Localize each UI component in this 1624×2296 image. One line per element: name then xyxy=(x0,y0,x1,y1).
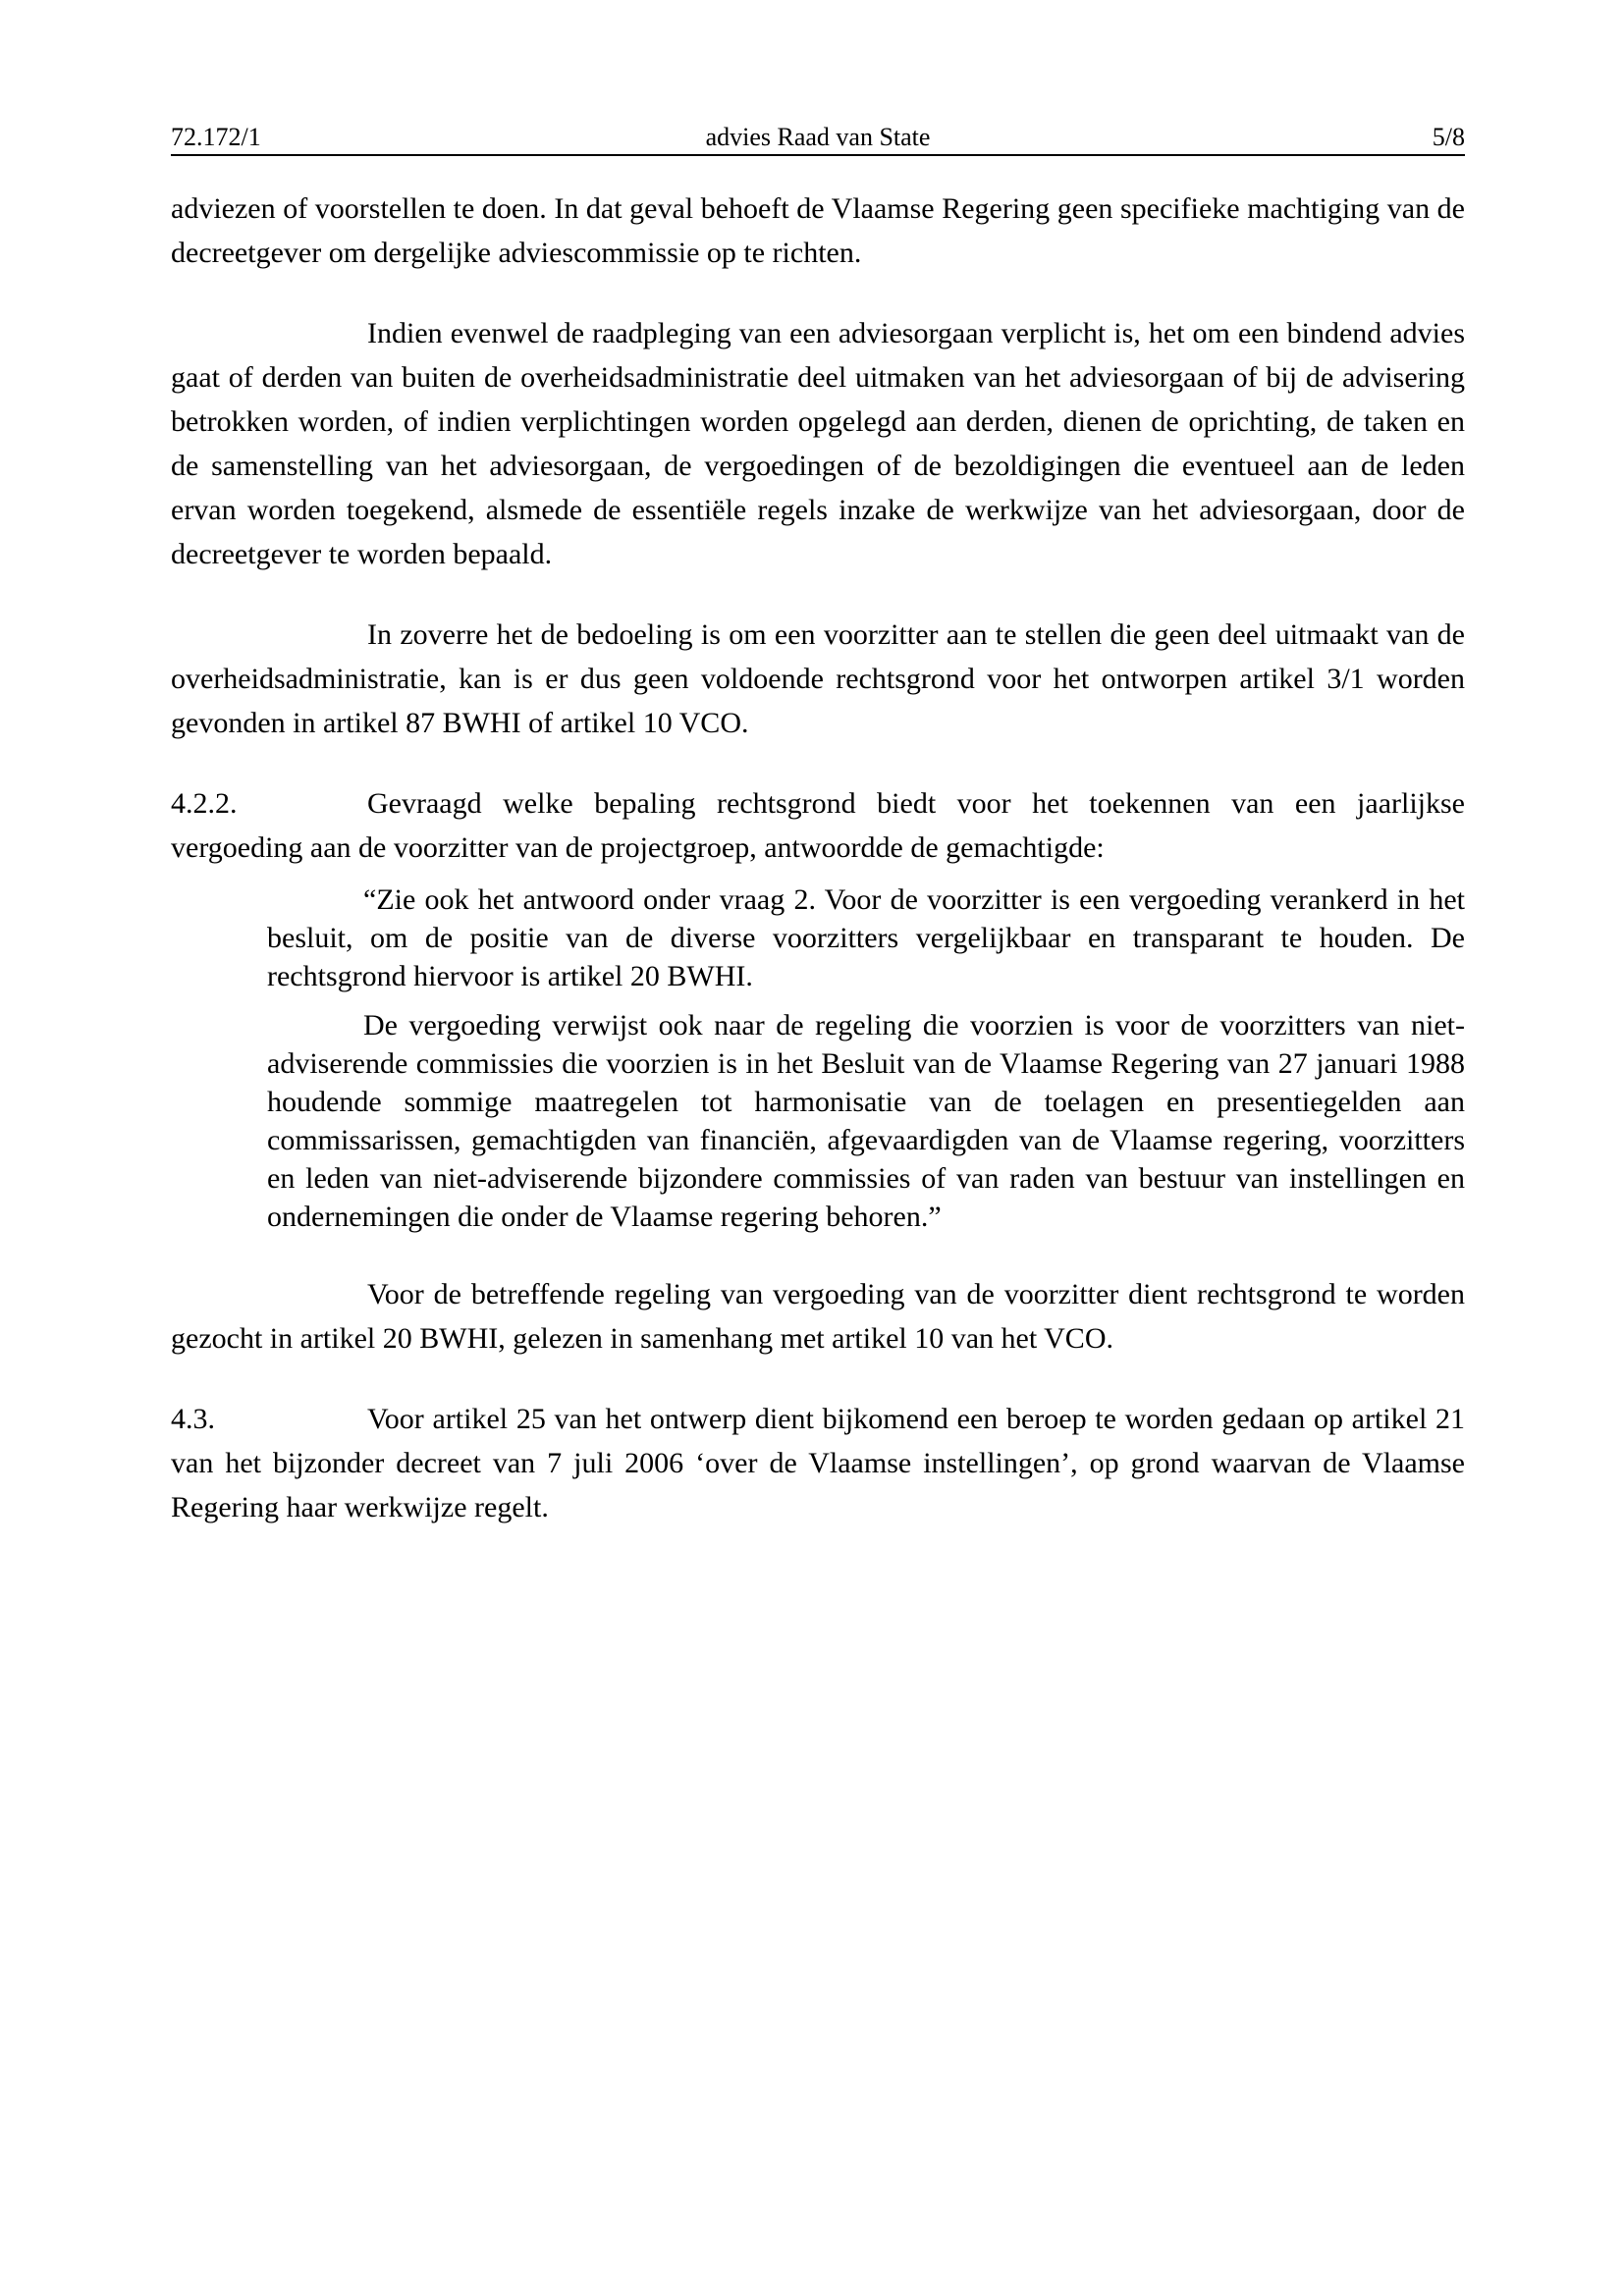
delegate-quote xyxy=(267,881,1465,1236)
document-number: 72.172/1 xyxy=(171,123,261,151)
paragraph-compensation-basis: Voor de betreffende regeling van vergoeding van de voorzitter dient rechtsgrond te worden gezocht in artikel 20 BWHI, gelezen in samenhang met artikel 10 van het VCO. xyxy=(171,1278,1465,1355)
section-number: 4.3. xyxy=(171,1403,215,1435)
section-text: Gevraagd welke bepaling rechtsgrond biedt voor het toekennen van een jaarlijkse vergoeding aan de voorzitter van de projectgroep, antwoordde de gemachtigde: xyxy=(171,787,1465,864)
page-header xyxy=(171,121,1465,156)
section-4-2-2 xyxy=(171,781,1465,870)
section-text: Voor artikel 25 van het ontwerp dient bijkomend een beroep te worden gedaan op artikel 21 van het bijzonder decreet van 7 juli 2006 ‘over de Vlaamse instellingen’, op grond waarvan de Vlaamse Regering haar werkwijze regelt. xyxy=(171,1403,1465,1523)
paragraph-continuation: adviezen of voorstellen te doen. In dat geval behoeft de Vlaamse Regering geen specifieke machtiging van de decreetgever om dergelijke adviescommissie op te richten. xyxy=(171,192,1465,269)
document-body xyxy=(171,187,1465,1529)
paragraph-legal-basis-chair: In zoverre het de bedoeling is om een voorzitter aan te stellen die geen deel uitmaakt van de overheidsadministratie, kan is er dus geen voldoende rechtsgrond voor het ontworpen artikel 3/1 worden gevonden in artikel 87 BWHI of artikel 10 VCO. xyxy=(171,618,1465,739)
header-title: advies Raad van State xyxy=(705,123,931,151)
page-number: 5/8 xyxy=(1432,123,1465,151)
paragraph-advisory-body-rules: Indien evenwel de raadpleging van een adviesorgaan verplicht is, het om een bindend advies gaat of derden van buiten de overheidsadministratie deel uitmaken van het adviesorgaan of bij de advisering betrokken worden, of indien verplichtingen worden opgelegd aan derden, dienen de oprichting, de taken en de samenstelling van het adviesorgaan, de vergoedingen of de bezoldigingen die eventueel aan de leden ervan worden toegekend, alsmede de essentiële regels inzake de werkwijze van het adviesorgaan, door de decreetgever te worden bepaald. xyxy=(171,317,1465,570)
section-4-3 xyxy=(171,1397,1465,1529)
quote-paragraph-2: De vergoeding verwijst ook naar de regeling die voorzien is voor de voorzitters van niet-adviserende commissies die voorzien is in het Besluit van de Vlaamse Regering van 27 januari 1988 houdende sommige maatregelen tot harmonisatie van de toelagen en presentiegelden aan commissarissen, gemachtigden van financiën, afgevaardigden van de Vlaamse regering, voorzitters en leden van niet-adviserende bijzondere commissies of van raden van bestuur van instellingen en ondernemingen die onder de Vlaamse regering behoren.” xyxy=(267,1009,1465,1233)
section-number: 4.2.2. xyxy=(171,787,238,820)
quote-paragraph-1: “Zie ook het antwoord onder vraag 2. Voor de voorzitter is een vergoeding verankerd in het besluit, om de positie van de diverse voorzitters vergelijkbaar en transparant te houden. De rechtsgrond hiervoor is artikel 20 BWHI. xyxy=(267,883,1465,992)
